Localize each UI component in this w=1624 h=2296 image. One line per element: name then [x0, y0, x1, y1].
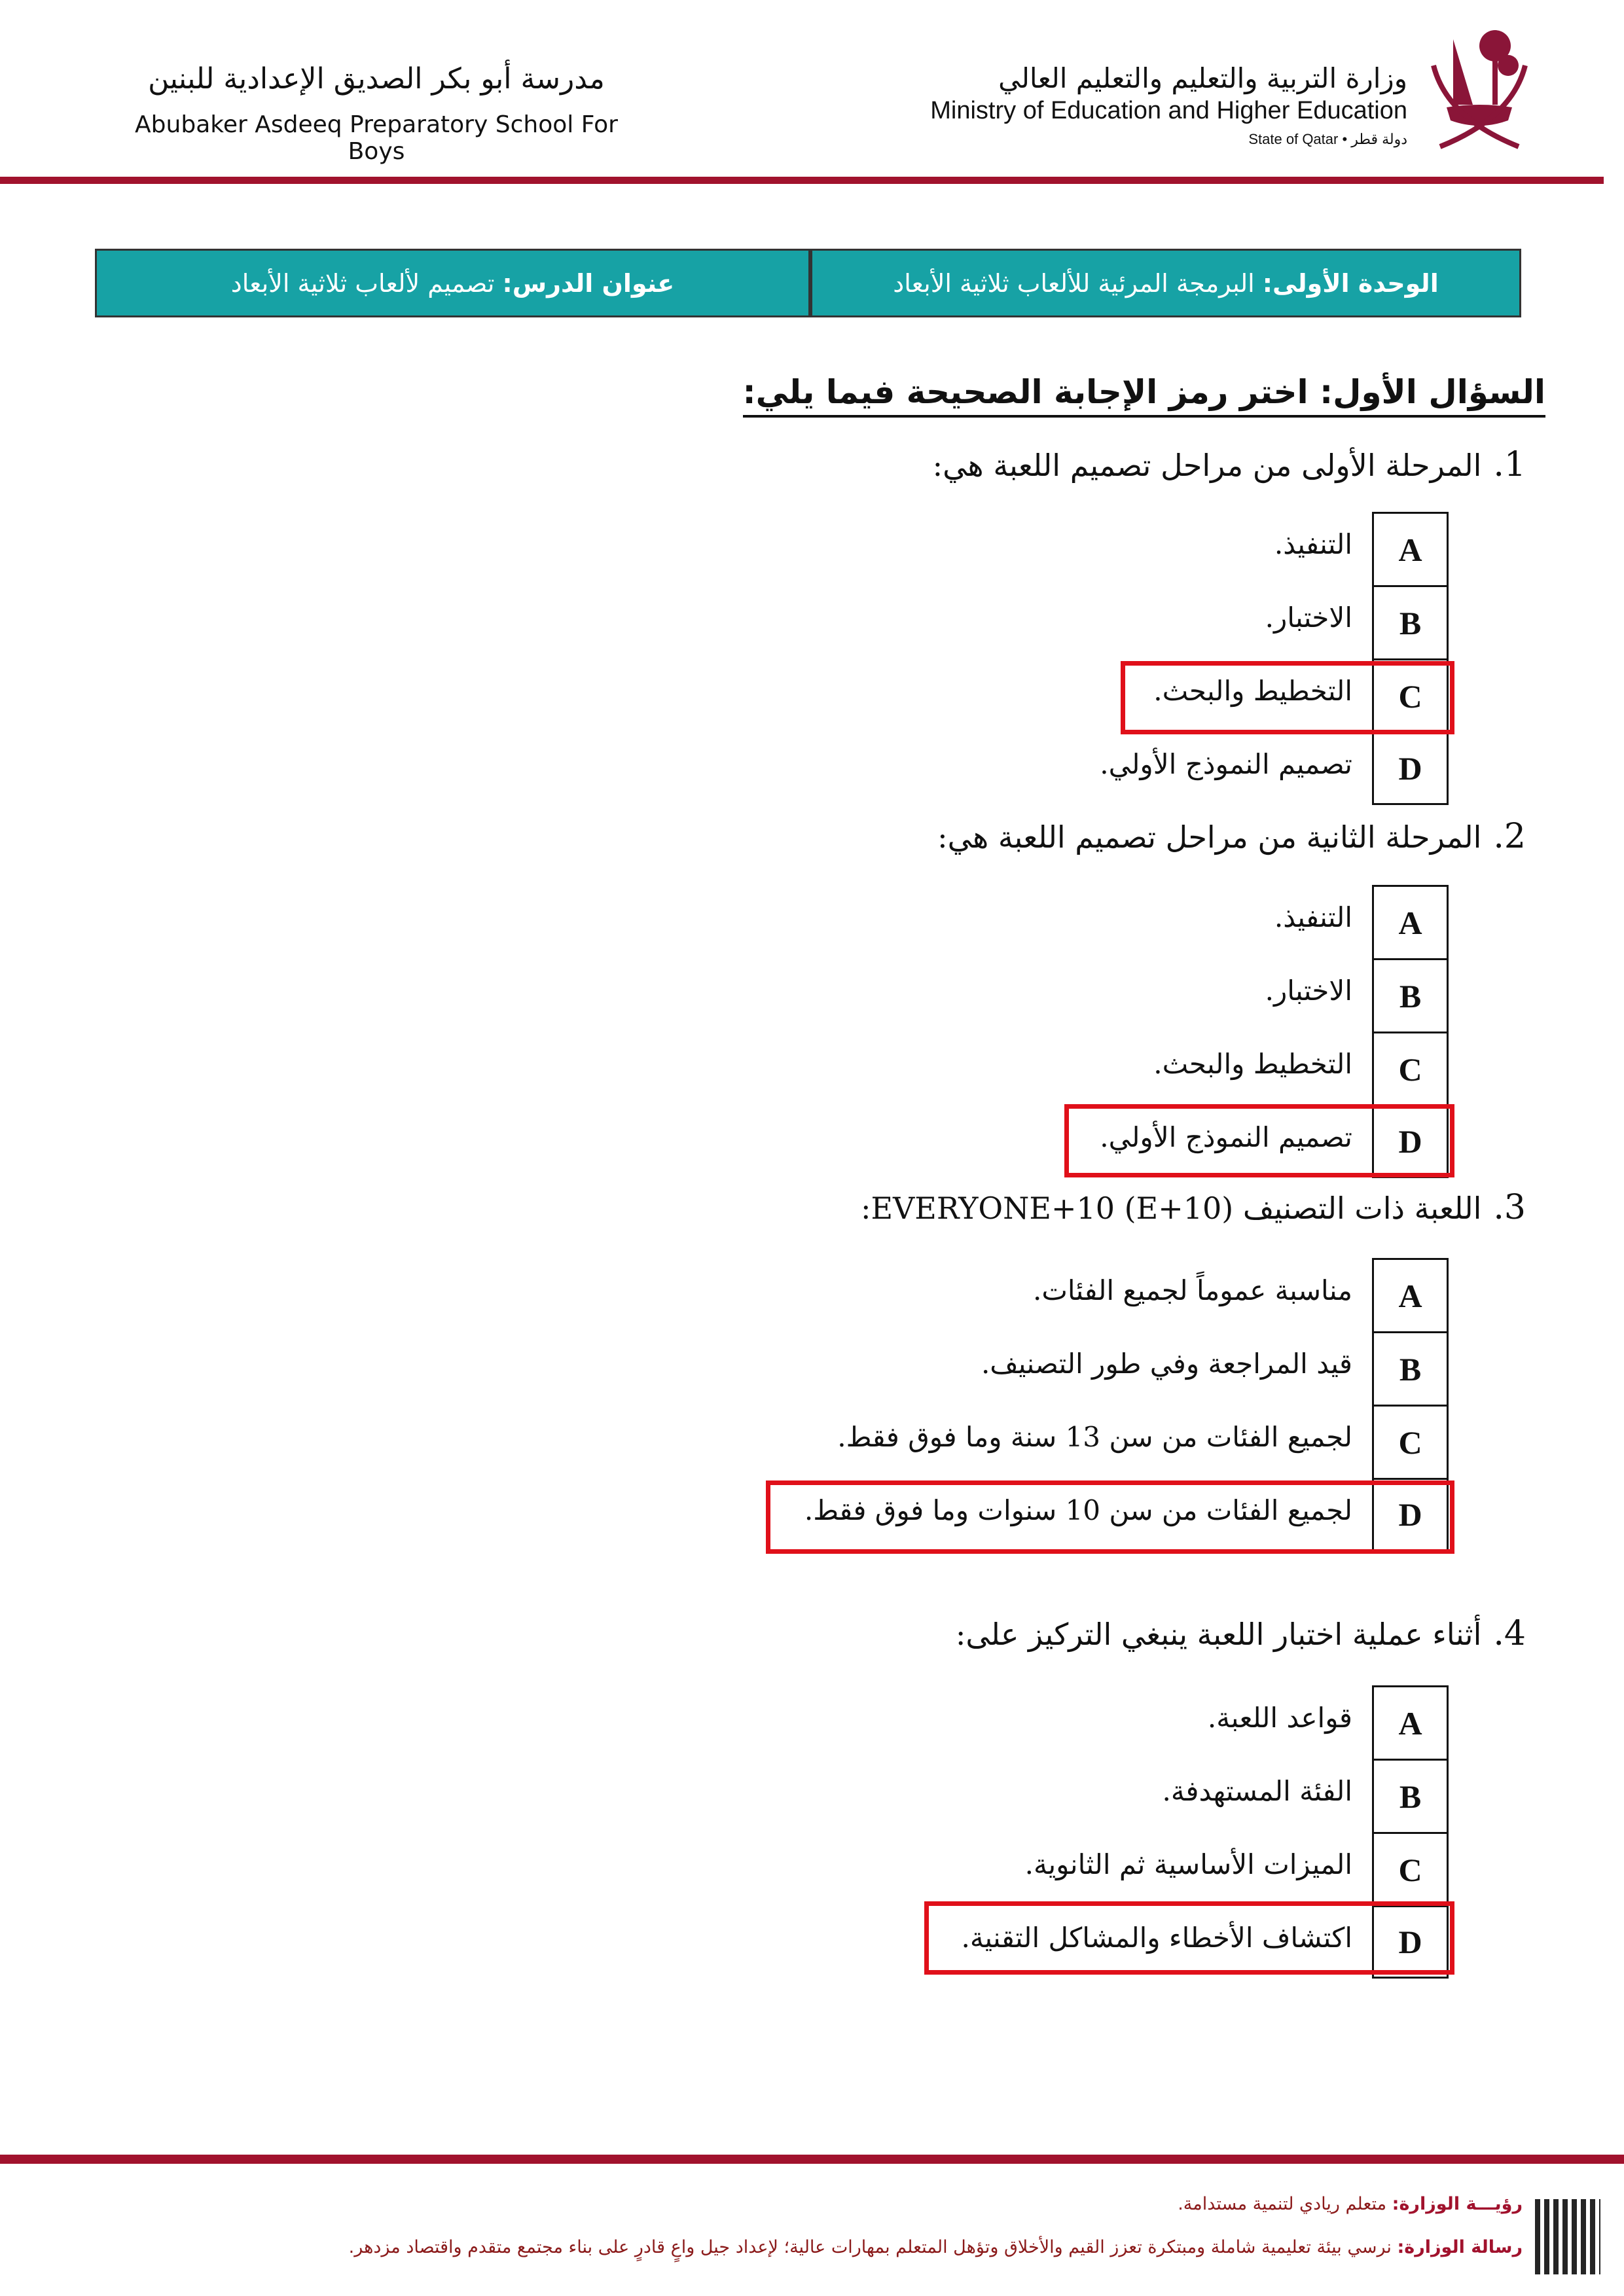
section-instruction: اختر رمز الإجابة الصحيحة فيما يلي: — [742, 373, 1308, 411]
option-text: الاختبار. — [1265, 974, 1352, 1007]
option-a[interactable] — [1274, 512, 1449, 585]
state-label: State of Qatar • دولة قطر — [1248, 131, 1407, 147]
unit-banner — [810, 249, 1521, 317]
option-letter: A — [1372, 1685, 1449, 1759]
option-b[interactable] — [1265, 585, 1449, 658]
question-number: 3. — [1493, 1188, 1526, 1227]
option-a[interactable] — [1274, 885, 1449, 958]
question-4 — [956, 1614, 1526, 1653]
option-text: تصميم النموذج الأولي. — [1100, 1121, 1352, 1153]
question-text: المرحلة الأولى من مراحل تصميم اللعبة هي: — [932, 448, 1482, 483]
question-text: اللعبة ذات التصنيف EVERYONE+10 (E+10): — [860, 1191, 1482, 1226]
qr-code-icon — [1535, 2199, 1600, 2274]
footer-divider — [0, 2155, 1624, 2164]
option-c[interactable] — [1025, 1832, 1449, 1905]
option-letter: D — [1372, 1478, 1449, 1551]
option-b[interactable] — [1265, 958, 1449, 1031]
unit-value: البرمجة المرئية للألعاب ثلاثية الأبعاد — [893, 268, 1255, 298]
option-letter: B — [1372, 1759, 1449, 1832]
option-text: الميزات الأساسية ثم الثانوية. — [1024, 1848, 1352, 1880]
correct-answer-highlight — [766, 1480, 1454, 1554]
question-number: 1. — [1493, 445, 1526, 484]
option-letter: C — [1372, 1832, 1449, 1905]
option-letter: D — [1372, 1105, 1449, 1178]
question-2 — [937, 817, 1526, 856]
mission-line — [349, 2237, 1523, 2257]
option-text: الفئة المستهدفة. — [1162, 1774, 1352, 1807]
question-number: 4. — [1493, 1614, 1526, 1653]
option-letter: B — [1372, 585, 1449, 658]
option-a[interactable] — [1208, 1685, 1449, 1759]
option-text: تصميم النموذج الأولي. — [1100, 747, 1352, 780]
mission-label: رسالة الوزارة: — [1397, 2237, 1523, 2257]
header-divider — [0, 177, 1604, 184]
vision-label: رؤيـــة الوزارة: — [1392, 2194, 1523, 2214]
vision-text: متعلم ريادي لتنمية مستدامة. — [1178, 2194, 1387, 2214]
option-text: التنفيذ. — [1274, 901, 1352, 933]
option-b[interactable] — [1163, 1759, 1449, 1832]
option-letter: A — [1372, 512, 1449, 585]
option-text: اكتشاف الأخطاء والمشاكل التقنية. — [961, 1921, 1352, 1954]
option-letter: C — [1372, 1405, 1449, 1478]
lesson-value: تصميم لألعاب ثلاثية الأبعاد — [230, 268, 495, 298]
section-label: السؤال الأول: — [1320, 373, 1545, 411]
correct-answer-highlight — [924, 1901, 1454, 1975]
option-text: التنفيذ. — [1274, 528, 1352, 560]
option-text: الاختبار. — [1265, 601, 1352, 634]
option-text: قواعد اللعبة. — [1207, 1701, 1352, 1734]
school-name-arabic: مدرسة أبو بكر الصديق الإعدادية للبنين — [148, 62, 605, 96]
option-letter: C — [1372, 658, 1449, 732]
option-letter: D — [1372, 1905, 1449, 1979]
option-letter: B — [1372, 1331, 1449, 1405]
option-letter: A — [1372, 1258, 1449, 1331]
option-c[interactable] — [837, 1405, 1449, 1478]
ministry-name-arabic: وزارة التربية والتعليم والتعليم العالي — [998, 62, 1407, 94]
option-letter: C — [1372, 1031, 1449, 1105]
option-letter: A — [1372, 885, 1449, 958]
correct-answer-highlight — [1121, 661, 1454, 734]
section-title — [743, 373, 1545, 418]
option-text: لجميع الفئات من سن 10 سنوات وما فوق فقط. — [804, 1494, 1352, 1526]
question-text: المرحلة الثانية من مراحل تصميم اللعبة هي: — [937, 819, 1482, 855]
lesson-label: عنوان الدرس: — [502, 268, 675, 298]
option-text: التخطيط والبحث. — [1153, 1047, 1352, 1080]
question-3 — [861, 1188, 1526, 1227]
option-text: مناسبة عموماً لجميع الفئات. — [1032, 1274, 1352, 1306]
option-c[interactable] — [1153, 1031, 1449, 1105]
question-1 — [933, 445, 1526, 484]
option-d[interactable] — [1100, 732, 1449, 805]
school-name-english: Abubaker Asdeeq Preparatory School For Boys — [135, 111, 618, 165]
qatar-emblem-icon — [1414, 26, 1545, 151]
vision-line — [1178, 2194, 1523, 2214]
correct-answer-highlight — [1064, 1104, 1454, 1177]
option-a[interactable] — [1033, 1258, 1449, 1331]
unit-label: الوحدة الأولى: — [1262, 268, 1439, 298]
question-text: أثناء عملية اختبار اللعبة ينبغي التركيز على: — [955, 1617, 1482, 1652]
option-letter: D — [1372, 732, 1449, 805]
option-letter: B — [1372, 958, 1449, 1031]
option-b[interactable] — [981, 1331, 1449, 1405]
option-text: لجميع الفئات من سن 13 سنة وما فوق فقط. — [837, 1420, 1352, 1453]
ministry-name-english: Ministry of Education and Higher Education — [930, 97, 1407, 124]
option-text: التخطيط والبحث. — [1153, 674, 1352, 707]
question-number: 2. — [1493, 817, 1526, 856]
lesson-banner — [95, 249, 810, 317]
mission-text: نرسي بيئة تعليمية شاملة ومبتكرة تعزز القيم والأخلاق وتؤهل المتعلم بمهارات عالية؛ لإعداد جيل واعٍ قادرٍ على بناء مجتمع متقدم واقتصاد مزدهر. — [348, 2237, 1392, 2257]
option-text: قيد المراجعة وفي طور التصنيف. — [981, 1347, 1352, 1380]
